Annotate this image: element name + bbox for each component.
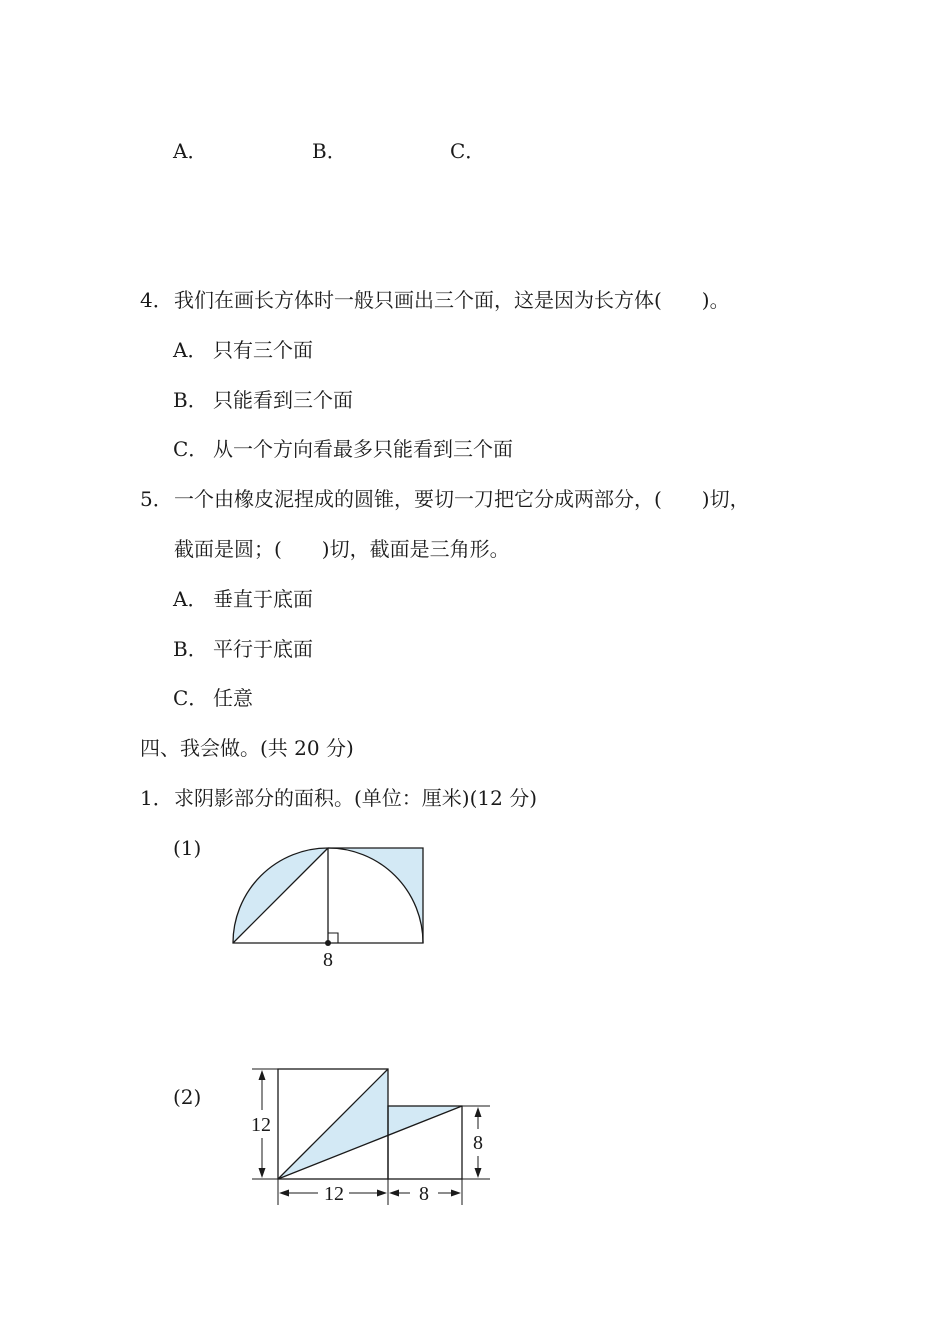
q4-option-a-text: 只有三个面: [213, 338, 313, 362]
prev-option-a: A．: [173, 139, 208, 163]
q5-option-c-label: C．: [173, 686, 209, 710]
q4-number: 4．: [140, 288, 173, 312]
p1-number: 1．: [140, 786, 173, 810]
fig2-dim-bottom-left: 12: [324, 1183, 344, 1205]
fig2-arrow-right-down: [475, 1168, 482, 1178]
q4-option-c-label: C．: [173, 437, 209, 461]
q5-stem-line2: 截面是圆；( )切，截面是三角形。: [174, 537, 510, 561]
fig2-arrow-bottom-3: [389, 1190, 399, 1197]
q4-option-b-text: 只能看到三个面: [213, 388, 353, 412]
fig2-arrow-left-down: [259, 1168, 266, 1178]
q5-option-a-text: 垂直于底面: [213, 587, 313, 611]
q4-option-c-text: 从一个方向看最多只能看到三个面: [213, 437, 513, 461]
fig2-arrow-bottom-4: [451, 1190, 461, 1197]
fig2-dim-bottom-right: 8: [419, 1183, 429, 1205]
prev-option-b: B．: [312, 139, 347, 163]
q5-option-b-label: B．: [173, 637, 208, 661]
q5-option-b-text: 平行于底面: [213, 637, 313, 661]
q4-stem: 我们在画长方体时一般只画出三个面，这是因为长方体( )。: [174, 288, 730, 312]
fig2-dim-left: 12: [251, 1114, 271, 1136]
fig2-arrow-bottom-1: [279, 1190, 289, 1197]
fig2-arrow-bottom-2: [377, 1190, 387, 1197]
q5-stem-line1: 一个由橡皮泥捏成的圆锥，要切一刀把它分成两部分，( )切，: [174, 487, 750, 511]
prev-option-c: C．: [450, 139, 486, 163]
fig1-label: (1): [173, 836, 202, 860]
section-title: 四、我会做。(共 20 分): [140, 736, 354, 760]
p1-text: 求阴影部分的面积。(单位：厘米)(12 分): [174, 786, 538, 810]
fig2-arrow-right-up: [475, 1107, 482, 1117]
q5-number: 5．: [140, 487, 173, 511]
q4-option-a-label: A．: [173, 338, 208, 362]
fig1-dim-base: 8: [323, 949, 333, 971]
fig2-arrow-left-up: [259, 1070, 266, 1080]
q5-option-a-label: A．: [173, 587, 208, 611]
fig2-label: (2): [173, 1085, 202, 1109]
q5-option-c-text: 任意: [213, 686, 253, 710]
fig2-dim-right: 8: [473, 1132, 483, 1154]
q4-option-b-label: B．: [173, 388, 208, 412]
